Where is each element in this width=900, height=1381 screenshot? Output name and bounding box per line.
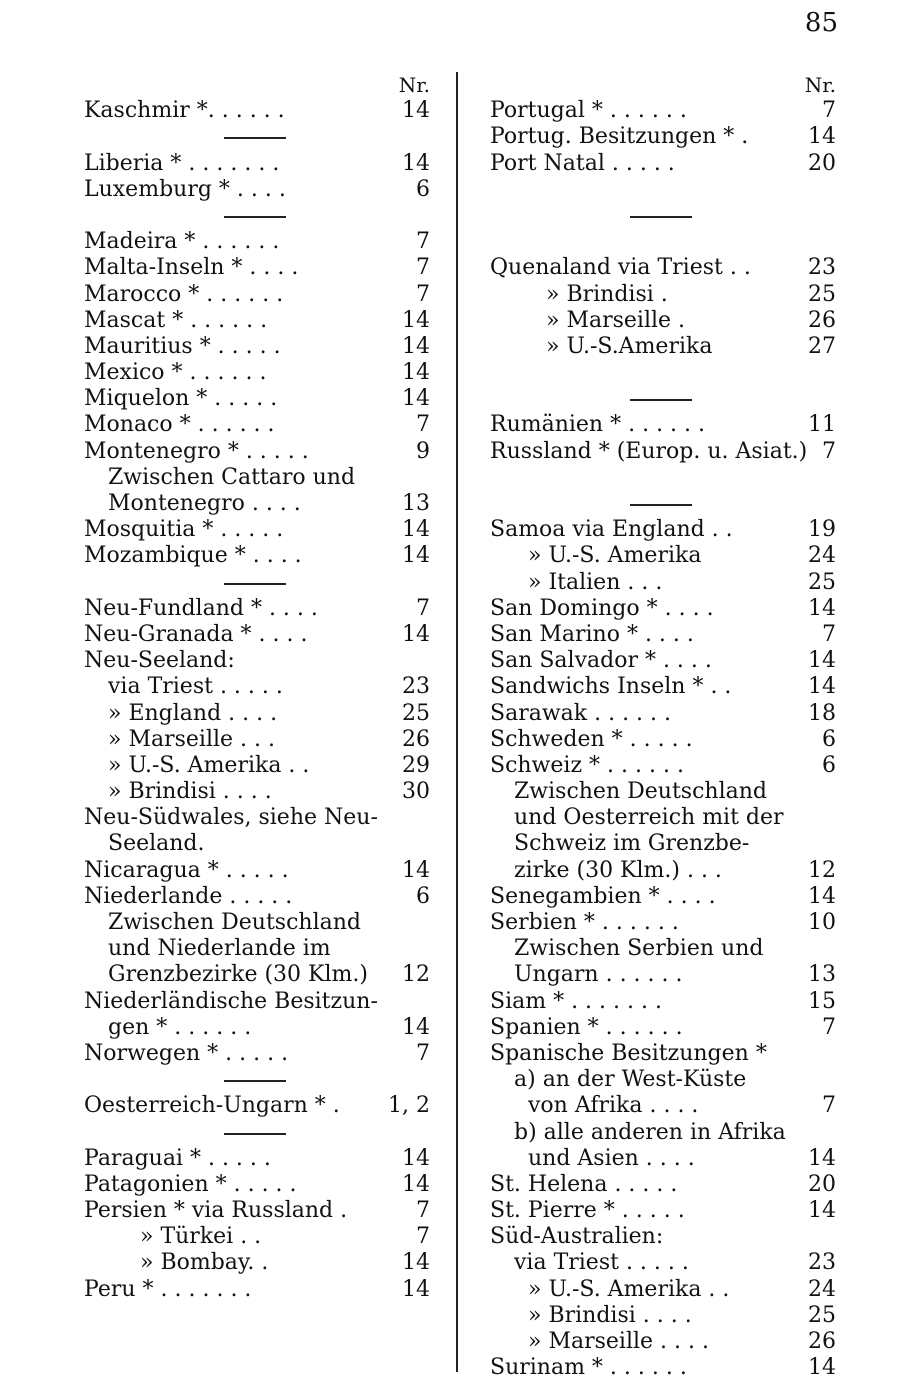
entry-number: 14	[402, 1171, 430, 1197]
entry-number: 7	[822, 621, 836, 647]
entry-label: Monaco * . . . . . .	[84, 412, 275, 438]
spacer-row	[490, 465, 836, 491]
entry-label: Mascat * . . . . . .	[84, 307, 268, 333]
entry-label: » Marseille .	[546, 307, 686, 333]
entry-label: St. Helena . . . . .	[490, 1171, 678, 1197]
entry-number: 14	[808, 1145, 836, 1171]
entry-number: 13	[808, 962, 836, 988]
index-entry	[490, 1277, 836, 1303]
index-entry	[84, 884, 430, 910]
entry-label: » Brindisi . . . .	[108, 779, 272, 805]
entry-number: 1, 2	[388, 1093, 430, 1119]
index-entry	[84, 282, 430, 308]
entry-label: Marocco * . . . . . .	[84, 281, 284, 307]
index-entry	[84, 674, 430, 700]
entry-label: Quenaland via Triest . .	[490, 255, 751, 281]
index-entry	[490, 282, 836, 308]
section-separator	[84, 570, 430, 596]
index-entry	[84, 1015, 430, 1041]
entry-label: » U.-S.Amerika	[546, 333, 713, 359]
entry-label: Luxemburg * . . . .	[84, 176, 286, 202]
entry-label: von Afrika . . . .	[528, 1093, 699, 1119]
entry-number: 11	[808, 412, 836, 438]
entry-label: Kaschmir *. . . . . .	[84, 98, 285, 124]
entry-label: und Oesterreich mit der	[514, 805, 784, 831]
index-entry	[84, 1172, 430, 1198]
entry-label: Paraguai * . . . . .	[84, 1145, 271, 1171]
index-entry	[490, 622, 836, 648]
index-entry	[490, 1146, 836, 1172]
entry-number: 7	[822, 98, 836, 124]
entry-label: Seeland.	[108, 831, 205, 857]
index-entry	[490, 779, 836, 805]
index-entry	[490, 1303, 836, 1329]
entry-label: Schweden * . . . . .	[490, 726, 693, 752]
index-entry	[490, 1355, 836, 1381]
entry-number: 7	[416, 255, 430, 281]
index-entry	[84, 360, 430, 386]
index-entry	[490, 570, 836, 596]
section-separator	[490, 203, 836, 229]
index-entry	[84, 596, 430, 622]
index-entry	[490, 124, 836, 150]
entry-number: 26	[808, 1329, 836, 1354]
index-entry	[84, 936, 430, 962]
entry-label: Zwischen Cattaro und	[108, 464, 356, 490]
entry-number: 7	[416, 1224, 430, 1250]
entry-label: Serbien * . . . . . .	[490, 910, 679, 935]
index-entry	[84, 543, 430, 569]
entry-label: Norwegen * . . . . .	[84, 1040, 289, 1066]
index-entry	[84, 1146, 430, 1172]
index-entry	[84, 334, 430, 360]
index-entry	[490, 98, 836, 124]
entry-number: 7	[416, 595, 430, 621]
entry-label: Samoa via England . .	[490, 517, 733, 543]
entry-number: 14	[808, 1355, 836, 1381]
entry-number: 26	[808, 307, 836, 333]
entry-label: Surinam * . . . . . .	[490, 1355, 687, 1381]
entry-label: Zwischen Deutschland	[108, 910, 361, 935]
entry-label: Sarawak . . . . . .	[490, 700, 672, 726]
entry-label: Neu-Südwales, siehe Neu-	[84, 805, 378, 831]
spacer-row	[490, 229, 836, 255]
index-entry	[84, 98, 430, 124]
index-entry	[490, 1250, 836, 1276]
entry-number: 14	[808, 124, 836, 150]
entry-number: 25	[402, 700, 430, 726]
entry-number: 14	[402, 517, 430, 543]
entry-label: b) alle anderen in Afrika	[514, 1119, 786, 1145]
index-entry	[84, 805, 430, 831]
entry-number: 7	[822, 1014, 836, 1040]
spacer-row	[490, 360, 836, 386]
index-entry	[490, 936, 836, 962]
entry-label: » Marseille . . .	[108, 726, 276, 752]
right-column	[490, 72, 836, 1381]
entry-label: Miquelon * . . . . .	[84, 386, 278, 412]
entry-label: a) an der West-Küste	[514, 1067, 747, 1093]
entry-number: 9	[416, 438, 430, 464]
index-entry	[490, 517, 836, 543]
entry-number: Nr.	[804, 73, 836, 97]
entry-number: 27	[808, 333, 836, 359]
index-entry	[84, 1041, 430, 1067]
entry-label: Zwischen Deutschland	[514, 779, 767, 805]
index-entry	[490, 1172, 836, 1198]
entry-label: Süd-Australien:	[490, 1224, 664, 1250]
entry-label: Mauritius * . . . . .	[84, 333, 281, 359]
index-entry	[490, 884, 836, 910]
entry-number: 13	[402, 491, 430, 516]
entry-number: 6	[822, 726, 836, 752]
index-entry	[84, 177, 430, 203]
entry-label: Siam * . . . . . . .	[490, 988, 662, 1014]
entry-number: 20	[808, 150, 836, 176]
entry-number: 14	[808, 648, 836, 674]
entry-number: Nr.	[398, 73, 430, 97]
index-entry	[84, 255, 430, 281]
index-entry	[84, 308, 430, 334]
entry-number: 14	[402, 1014, 430, 1040]
entry-number: 23	[808, 255, 836, 281]
entry-label: und Asien . . . .	[528, 1145, 695, 1171]
entry-label: Oesterreich-Ungarn * .	[84, 1093, 340, 1119]
entry-label: Port Natal . . . . .	[490, 150, 675, 176]
index-entry	[490, 648, 836, 674]
entry-number: 14	[402, 150, 430, 176]
index-entry	[84, 910, 430, 936]
entry-label: Patagonien * . . . . .	[84, 1171, 297, 1197]
index-entry	[84, 1250, 430, 1276]
page-number: 85	[804, 8, 838, 38]
entry-number: 23	[402, 674, 430, 700]
entry-label: San Salvador * . . . .	[490, 648, 712, 674]
entry-label: Niederländische Besitzun-	[84, 988, 378, 1014]
entry-number: 15	[808, 988, 836, 1014]
entry-label: » U.-S. Amerika . .	[108, 752, 310, 778]
entry-number: 14	[808, 883, 836, 909]
entry-label: » Brindisi . . . .	[528, 1302, 692, 1328]
index-entry	[490, 858, 836, 884]
index-entry	[84, 962, 430, 988]
entry-number: 10	[808, 910, 836, 935]
entry-label: » U.-S. Amerika . .	[528, 1276, 730, 1302]
entry-number: 24	[808, 1276, 836, 1302]
entry-number: 14	[402, 1276, 430, 1302]
index-entry	[84, 229, 430, 255]
index-entry	[84, 386, 430, 412]
entry-number: 25	[808, 569, 836, 595]
spacer-row	[490, 177, 836, 203]
index-entry	[84, 465, 430, 491]
entry-number: 14	[402, 360, 430, 386]
index-entry	[84, 779, 430, 805]
entry-number: 12	[402, 962, 430, 988]
entry-number: 23	[808, 1250, 836, 1276]
index-entry	[490, 543, 836, 569]
column-divider	[456, 72, 458, 1372]
entry-number: 19	[808, 517, 836, 543]
entry-label: » Türkei . .	[140, 1224, 262, 1250]
entry-label: Peru * . . . . . . .	[84, 1276, 252, 1302]
section-separator	[84, 124, 430, 150]
entry-number: 7	[822, 1093, 836, 1119]
section-separator	[84, 1120, 430, 1146]
index-entry	[84, 727, 430, 753]
entry-number: 7	[416, 412, 430, 438]
index-entry	[84, 439, 430, 465]
index-entry	[490, 727, 836, 753]
index-entry	[84, 648, 430, 674]
entry-label: Montenegro . . . .	[108, 491, 301, 516]
entry-number: 7	[416, 229, 430, 255]
entry-label: San Domingo * . . . .	[490, 595, 714, 621]
index-entry	[490, 151, 836, 177]
entry-number: 6	[822, 752, 836, 778]
entry-number: 12	[808, 857, 836, 883]
index-entry	[490, 1120, 836, 1146]
index-entry	[84, 831, 430, 857]
index-entry	[84, 1224, 430, 1250]
entry-number: 14	[402, 857, 430, 883]
column-header	[84, 72, 430, 98]
entry-label: Sandwichs Inseln * . .	[490, 674, 732, 700]
entry-label: » Bombay. .	[140, 1250, 269, 1276]
index-entry	[84, 622, 430, 648]
index-entry	[490, 805, 836, 831]
entry-label: Montenegro * . . . . .	[84, 438, 309, 464]
index-entry	[84, 412, 430, 438]
entry-number: 14	[808, 674, 836, 700]
entry-label: Portug. Besitzungen * .	[490, 124, 749, 150]
entry-label: Liberia * . . . . . . .	[84, 150, 280, 176]
entry-number: 14	[402, 621, 430, 647]
entry-label: Ungarn . . . . . .	[514, 962, 683, 988]
entry-number: 14	[402, 1145, 430, 1171]
entry-number: 7	[822, 438, 836, 464]
left-column	[84, 72, 430, 1303]
entry-label: Niederlande . . . . .	[84, 883, 293, 909]
entry-label: » U.-S. Amerika	[528, 543, 702, 569]
entry-label: Neu-Fundland * . . . .	[84, 595, 318, 621]
entry-label: Madeira * . . . . . .	[84, 229, 280, 255]
index-entry	[490, 989, 836, 1015]
index-entry	[84, 1093, 430, 1119]
entry-label: Neu-Seeland:	[84, 648, 235, 674]
section-separator	[84, 1067, 430, 1093]
entry-number: 14	[402, 386, 430, 412]
entry-label: Grenzbezirke (30 Klm.)	[108, 962, 368, 988]
entry-number: 14	[808, 1198, 836, 1224]
entry-label: San Marino * . . . .	[490, 621, 694, 647]
entry-label: Senegambien * . . . .	[490, 883, 716, 909]
index-entry	[490, 308, 836, 334]
entry-number: 7	[416, 281, 430, 307]
index-entry	[490, 910, 836, 936]
entry-label: Mexico * . . . . . .	[84, 360, 267, 386]
entry-label: via Triest . . . . .	[108, 674, 283, 700]
index-entry	[84, 753, 430, 779]
index-entry	[84, 1198, 430, 1224]
entry-number: 14	[402, 543, 430, 569]
entry-number: 20	[808, 1171, 836, 1197]
index-entry	[490, 753, 836, 779]
section-separator	[490, 491, 836, 517]
index-entry	[490, 255, 836, 281]
entry-label: und Niederlande im	[108, 936, 331, 962]
entry-number: 14	[808, 595, 836, 621]
index-entry	[490, 334, 836, 360]
column-header	[490, 72, 836, 98]
entry-number: 7	[416, 1040, 430, 1066]
entry-label: Zwischen Serbien und	[514, 936, 764, 962]
index-entry	[490, 1093, 836, 1119]
entry-number: 6	[416, 176, 430, 202]
entry-label: Malta-Inseln * . . . .	[84, 255, 299, 281]
entry-label: Persien * via Russland .	[84, 1198, 348, 1224]
index-entry	[490, 1041, 836, 1067]
entry-label: » Brindisi .	[546, 281, 668, 307]
entry-label: gen * . . . . . .	[108, 1014, 252, 1040]
entry-number: 14	[402, 98, 430, 124]
entry-label: Portugal * . . . . . .	[490, 98, 687, 124]
index-entry	[490, 701, 836, 727]
entry-number: 26	[402, 726, 430, 752]
index-entry	[490, 412, 836, 438]
entry-label: » Italien . . .	[528, 569, 663, 595]
entry-number: 18	[808, 700, 836, 726]
entry-label: » England . . . .	[108, 700, 278, 726]
entry-number: 14	[402, 1250, 430, 1276]
entry-number: 29	[402, 752, 430, 778]
index-entry	[84, 701, 430, 727]
index-entry	[490, 831, 836, 857]
index-entry	[84, 989, 430, 1015]
section-separator	[490, 386, 836, 412]
index-entry	[84, 517, 430, 543]
entry-label: Rumänien * . . . . . .	[490, 412, 706, 438]
entry-label: St. Pierre * . . . . .	[490, 1198, 685, 1224]
entry-label: Russland * (Europ. u. Asiat.)	[490, 438, 808, 464]
entry-number: 30	[402, 779, 430, 805]
entry-number: 7	[416, 1198, 430, 1224]
entry-label: Spanien * . . . . . .	[490, 1014, 683, 1040]
entry-number: 14	[402, 333, 430, 359]
section-separator	[84, 203, 430, 229]
index-entry	[84, 858, 430, 884]
entry-label: Spanische Besitzungen *	[490, 1040, 767, 1066]
entry-number: 25	[808, 281, 836, 307]
entry-label: Neu-Granada * . . . .	[84, 621, 308, 647]
entry-number: 14	[402, 307, 430, 333]
index-entry	[490, 962, 836, 988]
index-entry	[490, 1329, 836, 1355]
index-entry	[490, 1198, 836, 1224]
index-entry	[84, 491, 430, 517]
entry-label: via Triest . . . . .	[514, 1250, 689, 1276]
index-entry	[490, 674, 836, 700]
entry-label: Nicaragua * . . . . .	[84, 857, 289, 883]
entry-number: 6	[416, 883, 430, 909]
index-entry	[490, 1224, 836, 1250]
entry-label: Mozambique * . . . .	[84, 543, 302, 569]
entry-label: zirke (30 Klm.) . . .	[514, 857, 722, 883]
index-entry	[490, 1067, 836, 1093]
index-entry	[490, 596, 836, 622]
index-entry	[490, 1015, 836, 1041]
entry-number: 25	[808, 1302, 836, 1328]
index-entry	[84, 1277, 430, 1303]
entry-number: 24	[808, 543, 836, 569]
index-entry	[490, 439, 836, 465]
index-entry	[84, 151, 430, 177]
entry-label: Schweiz im Grenzbe-	[514, 831, 750, 857]
entry-label: Mosquitia * . . . . .	[84, 517, 284, 543]
entry-label: » Marseille . . . .	[528, 1329, 709, 1354]
entry-label: Schweiz * . . . . . .	[490, 752, 684, 778]
